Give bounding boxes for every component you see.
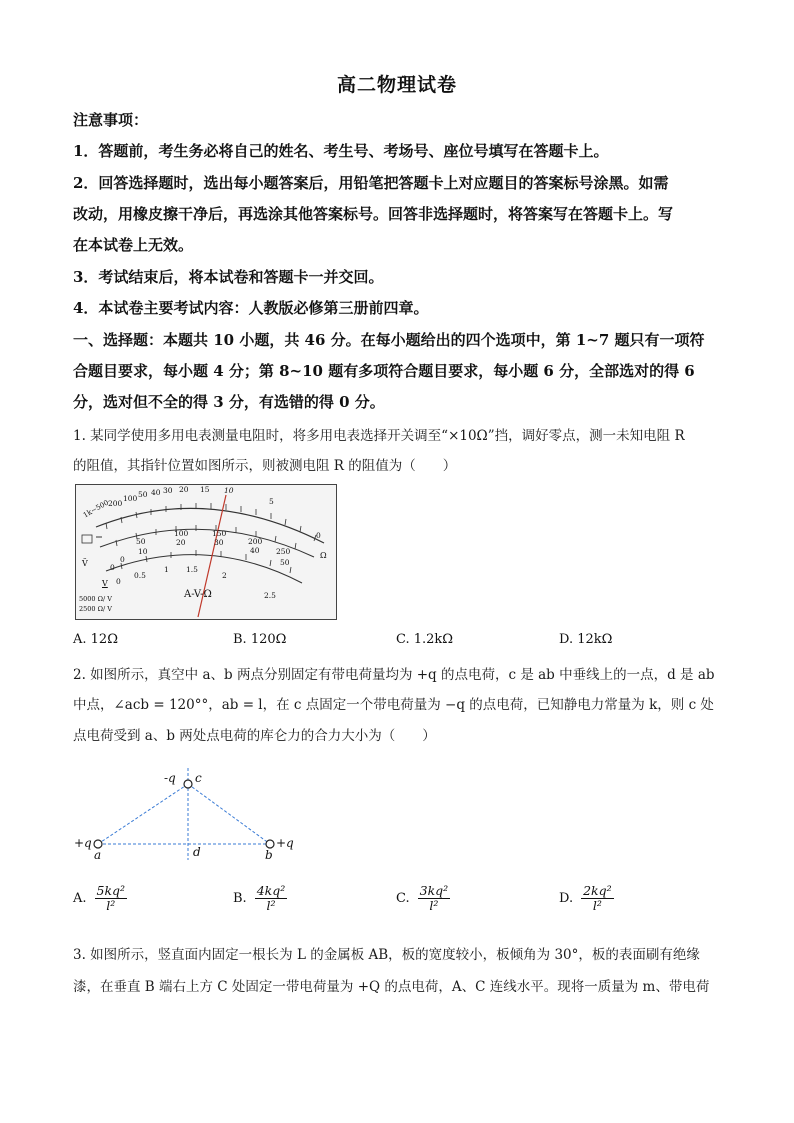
q1-option-a: A. 12Ω xyxy=(73,632,118,647)
q2-stem: 2. 如图所示，真空中 a、b 两点分别固定有带电荷量均为 +q 的点电荷，c 是 ab 中垂线上的一点，d 是 ab xyxy=(73,667,715,683)
option-fraction xyxy=(418,884,451,914)
section-instruction: 合题目要求，每小题 4 分；第 8~10 题有多项符合题目要求，每小题 6 分，全部选对的得 6 xyxy=(73,362,695,380)
notice-item: 1．答题前，考生务必将自己的姓名、考生号、考场号、座位号填写在答题卡上。 xyxy=(73,142,609,160)
dc2-tick-label: 40 xyxy=(250,546,260,555)
option-label: A. xyxy=(73,891,87,907)
section-heading: 一、选择题：本题共 10 小题，共 46 分。在每小题给出的四个选项中，第 1~7 题只有一项符 xyxy=(73,331,705,349)
notice-heading: 注意事项： xyxy=(73,111,149,129)
ohm-tick-label: 200 xyxy=(108,499,123,508)
multimeter-figure xyxy=(75,484,337,620)
q2-option-b xyxy=(233,884,287,914)
ohm-tick-label: 40 xyxy=(151,488,161,497)
ohm-tick-label: 1k~500 xyxy=(81,498,111,520)
dc2-tick-label: 10 xyxy=(138,547,148,556)
charge-b xyxy=(266,840,274,848)
ac-tick-label: 2 xyxy=(222,571,227,580)
option-fraction xyxy=(255,884,288,914)
point-a-label: a xyxy=(94,848,102,862)
dc-tick-label: 100 xyxy=(174,529,189,538)
fraction-numerator: 5kq² xyxy=(96,883,126,898)
option-label: C. xyxy=(396,891,410,907)
ohm-tick-label: 0 xyxy=(316,531,321,540)
charge-c xyxy=(184,780,192,788)
dc-tick-label: 0 xyxy=(120,555,125,564)
notice-item: 4．本试卷主要考试内容：人教版必修第三册前四章。 xyxy=(73,299,429,317)
q2-option-c xyxy=(396,884,450,914)
fraction-denominator: l² xyxy=(106,898,116,914)
section-instruction: 分，选对但不全的得 3 分，有选错的得 0 分。 xyxy=(73,393,385,411)
ohm-tick-label: 15 xyxy=(200,485,210,494)
fraction-denominator: l² xyxy=(592,898,602,914)
q1-stem: 1. 某同学使用多用电表测量电阻时，将多用电表选择开关调至“×10Ω”挡，调好零点，测一未知电阻 R xyxy=(73,428,685,444)
q1-option-b: B. 120Ω xyxy=(233,632,287,647)
dc-side-label: Ṽ xyxy=(82,559,88,568)
dc2-tick-label: 0 xyxy=(110,563,115,572)
ohm-unit-label: Ω xyxy=(320,551,327,560)
page-title: 高二物理试卷 xyxy=(336,74,457,96)
charge-b-label: +q xyxy=(276,836,294,850)
charge-diagram xyxy=(72,768,312,863)
ohm-tick-label: 20 xyxy=(179,485,189,494)
option-fraction xyxy=(581,884,614,914)
fraction-denominator: l² xyxy=(429,898,439,914)
notice-item: 3．考试结束后，将本试卷和答题卡一并交回。 xyxy=(73,268,384,286)
q3-stem: 漆，在垂直 B 端右上方 C 处固定一带电荷量为 +Q 的点电荷，A、C 连线水平。现将一质量为 m、带电荷 xyxy=(73,979,710,995)
fraction-numerator: 3kq² xyxy=(419,883,449,898)
dc-tick-label: 150 xyxy=(212,529,227,538)
ohm-tick-label: 50 xyxy=(138,490,148,499)
q2-option-a xyxy=(73,884,127,914)
ac-tick-label: 0 xyxy=(116,577,121,586)
option-label: D. xyxy=(559,891,574,907)
dc-tick-label: 50 xyxy=(136,537,146,546)
fraction-denominator: l² xyxy=(266,898,276,914)
dc2-tick-label: 30 xyxy=(214,538,224,547)
fraction-numerator: 4kq² xyxy=(256,883,286,898)
fraction-numerator: 2kq² xyxy=(583,883,612,898)
q1-option-c: C. 1.2kΩ xyxy=(396,632,454,647)
ac-tick-label: 0.5 xyxy=(134,571,146,580)
v-side-label: V xyxy=(102,579,108,588)
q3-stem: 3. 如图所示，竖直面内固定一根长为 L 的金属板 AB，板的宽度较小，板倾角为 30°，板的表面刷有绝缘 xyxy=(73,947,700,963)
point-b-label: b xyxy=(265,848,273,862)
ohm-tick-label: 100 xyxy=(123,494,138,503)
notice-item: 改动，用橡皮擦干净后，再选涂其他答案标号。回答非选择题时，将答案写在答题卡上。写 xyxy=(73,205,674,223)
ac-tick-label: 1.5 xyxy=(186,565,198,574)
option-label: B. xyxy=(233,891,247,907)
notice-item: 在本试卷上无效。 xyxy=(73,236,194,254)
meter-spec: 2500 Ω/ V xyxy=(79,605,112,613)
point-c-label: c xyxy=(195,771,202,785)
notice-item: 2．回答选择题时，选出每小题答案后，用铅笔把答题卡上对应题目的答案标号涂黑。如需 xyxy=(73,174,669,192)
dc-tick-label: 200 xyxy=(248,537,263,546)
q1-option-d: D. 12kΩ xyxy=(559,632,613,647)
q2-stem: 中点，∠acb = 120°°，ab = l，在 c 点固定一个带电荷量为 −q 的点电荷，已知静电力常量为 k，则 c 处 xyxy=(73,697,714,713)
option-fraction xyxy=(95,884,128,914)
meter-spec: 5000 Ω/ V xyxy=(79,595,112,603)
charge-c-label: -q xyxy=(164,771,176,785)
ohm-tick-label: 5 xyxy=(269,497,274,506)
charge-a xyxy=(94,840,102,848)
meter-center-label: A-V-Ω xyxy=(184,589,212,600)
dc2-tick-label: 20 xyxy=(176,538,186,547)
q2-option-d xyxy=(559,884,614,914)
ohm-tick-label: 10 xyxy=(224,486,234,495)
ohm-tick-label: 30 xyxy=(163,486,173,495)
ac-tick-label: 2.5 xyxy=(264,591,276,600)
point-d-label: d xyxy=(193,845,201,859)
q2-stem: 点电荷受到 a、b 两处点电荷的库仑力的合力大小为（ ） xyxy=(73,728,436,744)
charge-a-label: +q xyxy=(74,836,92,850)
dc2-tick-label: 50 xyxy=(280,558,290,567)
dc-tick-label: 250 xyxy=(276,547,291,556)
ac-tick-label: 1 xyxy=(164,565,169,574)
q1-stem: 的阻值，其指针位置如图所示，则被测电阻 R 的阻值为（ ） xyxy=(73,458,457,474)
